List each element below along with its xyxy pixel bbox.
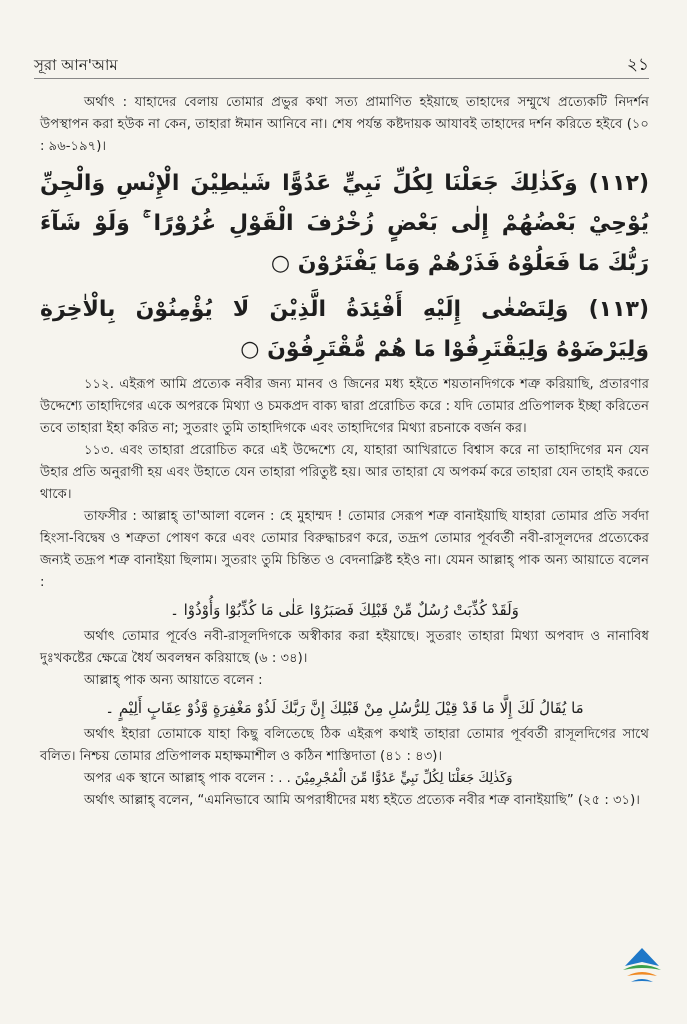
page-number: ২১: [626, 55, 649, 75]
paragraph-meaning-intro: অর্থাৎ : যাহাদের বেলায় তোমার প্রভুর কথা সত্য প্রামাণিত হইয়াছে তাহাদের সম্মুখে প্রত্যেকটি নিদর্শন উপস্থাপন করা হউক না কেন, তাহারা ঈমান আনিবে না। শেষ পর্যন্ত কষ্টদায়ক আযাবই তাহাদের দর্শন করিতে হইবে (১০ : ৯৬-১৯৭)।: [40, 95, 649, 154]
surah-title: সূরা আন'আম: [34, 56, 118, 74]
quote-1-meaning: অর্থাৎ তোমার পূর্বেও নবী-রাসূলদিগকে অস্বীকার করা হইয়াছে। সুতরাং তাহারা মিথ্যা অপবাদ ও নানাবিধ দুঃখকষ্টের ক্ষেত্রে ধৈর্য অবলম্বন করিয়াছে (৬ : ৩৪)।: [40, 629, 649, 666]
arabic-verse-112: (١١٢) وَكَذٰلِكَ جَعَلْنَا لِكُلِّ نَبِيٍّ عَدُوًّا شَيٰطِيْنَ الْإِنْسِ وَالْجِنِّ يُوْحِيْ بَعْضُهُمْ إِلٰى بَعْضٍ زُخْرُفَ الْقَوْلِ غُرُوْرًا ۚ وَلَوْ شَآءَ رَبُّكَ مَا فَعَلُوْهُ فَذَرْهُمْ وَمَا يَفْتَرُوْنَ ○: [40, 171, 649, 276]
quote-2-meaning: অর্থাৎ ইহারা তোমাকে যাহা কিছু বলিতেছে ঠিক এইরূপ কথাই তাহারা তোমার পূর্ববর্তী রাসূলদিগের সাথে বলিত। নিশ্চয় তোমার প্রতিপালক মহাক্ষমাশীল ও কঠিন শাস্তিদাতা (৪১ : ৪৩)।: [40, 727, 649, 764]
quote-2-intro: আল্লাহ্ পাক অন্য আয়াতে বলেন :: [84, 673, 263, 688]
tafsir-paragraph: তাফসীর : আল্লাহ্ তা'আলা বলেন : হে মুহাম্মদ ! তোমার সেরূপ শত্রু বানাইয়াছি যাহারা তোমার প্রতি সর্বদা হিংসা-বিদ্বেষ ও শত্রুতা পোষণ করে এবং তোমার বিরুদ্ধাচরণ করে, তদ্রূপ তোমার পূর্ববর্তী নবী-রাসূলদের প্রত্যেকের জন্যই তদ্রূপ শত্রু বানাইয়া ছিলাম। সুতরাং তুমি চিন্তিত ও বেদনাক্লিষ্ট হইও না। যেমন আল্লাহ্ পাক অন্য আয়াতে বলেন :: [40, 509, 649, 590]
page-header: [34, 52, 649, 80]
quote-3-meaning: অর্থাৎ আল্লাহ্ বলেন, “এমনিভাবে আমি অপরাধীদের মধ্য হইতে প্রত্যেক নবীর শত্রু বানাইয়াছি” (২৫ : ৩১)।: [84, 793, 640, 808]
quote-3-intro: অপর এক স্থানে আল্লাহ্ পাক বলেন : .: [84, 771, 283, 786]
page-content: [40, 92, 649, 812]
quote-3-line: [40, 768, 649, 790]
arabic-quote-3: وَكَذٰلِكَ جَعَلْنَا لِكُلِّ نَبِيٍّ عَدُوًّا مِّنَ الْمُجْرِمِيْنَ .: [286, 771, 513, 786]
arabic-quote-2: مَا يُقَالُ لَكَ إِلَّا مَا قَدْ قِيْلَ لِلرُّسُلِ مِنْ قَبْلِكَ إِنَّ رَبَّكَ لَذُوْ مَغْفِرَةٍ وَّذُوْ عِقَابٍ أَلِيْمٍ ۔: [105, 699, 584, 717]
header-divider: [34, 78, 649, 79]
arabic-quote-1: وَلَقَدْ كُذِّبَتْ رُسُلٌ مِّنْ قَبْلِكَ فَصَبَرُوْا عَلٰى مَا كُذِّبُوْا وَأُوْذُوْا ۔: [170, 601, 519, 619]
translation-112: ১১২. এইরূপ আমি প্রত্যেক নবীর জন্য মানব ও জিনের মধ্য হইতে শয়তানদিগকে শত্রু করিয়াছি, প্রতারণার উদ্দেশ্যে তাহাদিগের একে অপরকে মিথ্যা ও চমকপ্রদ বাক্য দ্বারা প্ররোচিত করে : যদি তোমার প্রতিপালক ইচ্ছা করিতেন তবে তাহারা ইহা করিত না; সুতরাং তুমি তাহাদিগকে এবং তাহাদিগের মিথ্যা রচনাকে বর্জন কর।: [40, 377, 649, 436]
publisher-logo-icon: [619, 946, 665, 986]
arabic-verse-113: (١١٣) وَلِتَصْغٰى إِلَيْهِ أَفْئِدَةُ الَّذِيْنَ لَا يُؤْمِنُوْنَ بِالْاٰخِرَةِ وَلِيَرْضَوْهُ وَلِيَقْتَرِفُوْا مَا هُمْ مُّقْتَرِفُوْنَ ○: [40, 297, 649, 362]
translation-113: ১১৩. এবং তাহারা প্ররোচিত করে এই উদ্দেশ্যে যে, যাহারা আখিরাতে বিশ্বাস করে না তাহাদিগের মন যেন উহার প্রতি অনুরাগী হয় এবং উহাতে যেন তাহারা পরিতুষ্ট হয়। আর তাহারা যে অপকর্ম করে তাহারা যেন তাহাই করতে থাকে।: [40, 443, 649, 502]
